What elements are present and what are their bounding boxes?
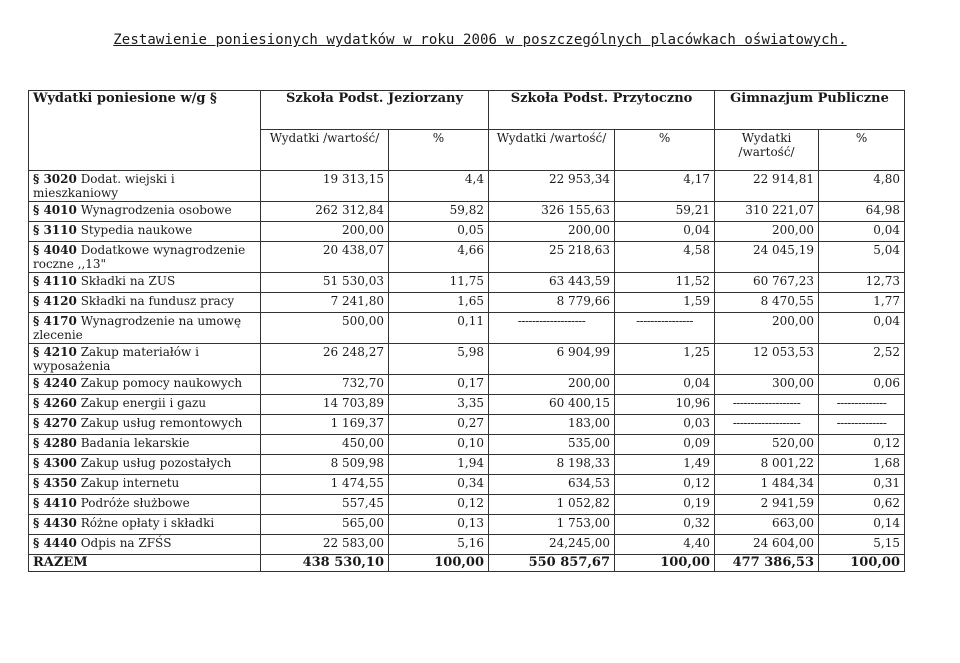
value-jeziorzany: 22 583,00	[261, 535, 389, 555]
value-przytoczno: 8 198,33	[489, 455, 615, 475]
expense-code: § 4260	[33, 396, 77, 410]
percent-przytoczno: 0,04	[615, 222, 715, 242]
table-row	[29, 435, 905, 455]
percent-header: %	[615, 130, 715, 171]
value-jeziorzany: 26 248,27	[261, 344, 389, 375]
percent-przytoczno: 4,40	[615, 535, 715, 555]
expense-code: § 4270	[33, 416, 77, 430]
expense-code: § 3020	[33, 172, 77, 186]
percent-gimnazjum: --------------	[819, 415, 905, 435]
percent-przytoczno: 0,03	[615, 415, 715, 435]
expense-name: Składki na ZUS	[80, 274, 176, 288]
expense-name: Dodatkowe wynagrodzenie roczne ,,13"	[33, 243, 246, 271]
table-row	[29, 415, 905, 435]
value-jeziorzany: 565,00	[261, 515, 389, 535]
expense-code: § 4110	[33, 274, 77, 288]
table-row	[29, 395, 905, 415]
value-jeziorzany: 1 474,55	[261, 475, 389, 495]
expense-label	[29, 475, 261, 495]
percent-jeziorzany: 0,12	[389, 495, 489, 515]
expense-label	[29, 202, 261, 222]
value-przytoczno: 1 753,00	[489, 515, 615, 535]
value-przytoczno: 1 052,82	[489, 495, 615, 515]
percent-jeziorzany: 5,98	[389, 344, 489, 375]
percent-jeziorzany: 0,17	[389, 375, 489, 395]
percent-header: %	[819, 130, 905, 171]
value-gimnazjum: 8 470,55	[715, 293, 819, 313]
table-row	[29, 495, 905, 515]
value-gimnazjum: 200,00	[715, 313, 819, 344]
percent-jeziorzany: 0,34	[389, 475, 489, 495]
expense-name: Zakup pomocy naukowych	[80, 376, 243, 390]
percent-przytoczno: 59,21	[615, 202, 715, 222]
percent-gimnazjum: 0,14	[819, 515, 905, 535]
percent-jeziorzany: 0,13	[389, 515, 489, 535]
percent-jeziorzany: 1,94	[389, 455, 489, 475]
percent-gimnazjum: 0,04	[819, 222, 905, 242]
value-gimnazjum: 24 604,00	[715, 535, 819, 555]
expense-label	[29, 242, 261, 273]
value-przytoczno: 535,00	[489, 435, 615, 455]
percent-gimnazjum: 4,80	[819, 171, 905, 202]
percent-header: %	[389, 130, 489, 171]
value-jeziorzany: 8 509,98	[261, 455, 389, 475]
total-label: RAZEM	[29, 555, 261, 572]
expense-name: Badania lekarskie	[80, 436, 190, 450]
percent-gimnazjum: 0,04	[819, 313, 905, 344]
value-gimnazjum: 12 053,53	[715, 344, 819, 375]
percent-przytoczno: ----------------	[615, 313, 715, 344]
value-przytoczno: 634,53	[489, 475, 615, 495]
table-row	[29, 171, 905, 202]
percent-przytoczno: 1,59	[615, 293, 715, 313]
value-gimnazjum: 310 221,07	[715, 202, 819, 222]
value-gimnazjum: 663,00	[715, 515, 819, 535]
total-value-gimnazjum: 477 386,53	[715, 555, 819, 572]
value-jeziorzany: 14 703,89	[261, 395, 389, 415]
value-przytoczno: 25 218,63	[489, 242, 615, 273]
table-row	[29, 222, 905, 242]
expense-label	[29, 313, 261, 344]
percent-przytoczno: 1,25	[615, 344, 715, 375]
expense-name: Wynagrodzenia osobowe	[80, 203, 232, 217]
value-jeziorzany: 200,00	[261, 222, 389, 242]
value-header: Wydatki /wartość/	[715, 130, 819, 171]
expense-name: Wynagrodzenie na umowę zlecenie	[33, 314, 242, 342]
percent-gimnazjum: 0,31	[819, 475, 905, 495]
percent-gimnazjum: 12,73	[819, 273, 905, 293]
value-gimnazjum: 1 484,34	[715, 475, 819, 495]
value-gimnazjum: 520,00	[715, 435, 819, 455]
percent-jeziorzany: 59,82	[389, 202, 489, 222]
percent-gimnazjum: 5,04	[819, 242, 905, 273]
school-header-gimnazjum: Gimnazjum Publiczne	[715, 91, 905, 130]
value-przytoczno: 200,00	[489, 375, 615, 395]
expense-code: § 4430	[33, 516, 77, 530]
percent-gimnazjum: 2,52	[819, 344, 905, 375]
percent-przytoczno: 0,19	[615, 495, 715, 515]
percent-jeziorzany: 0,11	[389, 313, 489, 344]
percent-gimnazjum: 0,62	[819, 495, 905, 515]
expense-label	[29, 435, 261, 455]
value-gimnazjum: 22 914,81	[715, 171, 819, 202]
value-przytoczno: 183,00	[489, 415, 615, 435]
table-row	[29, 475, 905, 495]
expense-category-header: Wydatki poniesione w/g §	[29, 91, 261, 171]
value-jeziorzany: 19 313,15	[261, 171, 389, 202]
value-przytoczno: 60 400,15	[489, 395, 615, 415]
expense-code: § 4210	[33, 345, 77, 359]
expense-code: § 4010	[33, 203, 77, 217]
table-row	[29, 344, 905, 375]
percent-przytoczno: 11,52	[615, 273, 715, 293]
percent-jeziorzany: 4,66	[389, 242, 489, 273]
expense-name: Zakup energii i gazu	[80, 396, 207, 410]
value-gimnazjum: -------------------	[715, 395, 819, 415]
table-row	[29, 313, 905, 344]
expense-name: Zakup materiałów i wyposażenia	[33, 345, 199, 373]
value-gimnazjum: 2 941,59	[715, 495, 819, 515]
percent-jeziorzany: 0,05	[389, 222, 489, 242]
value-jeziorzany: 1 169,37	[261, 415, 389, 435]
total-value-jeziorzany: 438 530,10	[261, 555, 389, 572]
expense-code: § 4120	[33, 294, 77, 308]
expense-name: Zakup usług remontowych	[80, 416, 243, 430]
value-gimnazjum: -------------------	[715, 415, 819, 435]
percent-gimnazjum: 64,98	[819, 202, 905, 222]
document-title: Zestawienie poniesionych wydatków w roku 2006 w poszczególnych placówkach oświatowych.	[113, 32, 847, 48]
expense-name: Dodat. wiejski i mieszkaniowy	[33, 172, 175, 200]
table-row	[29, 455, 905, 475]
value-jeziorzany: 20 438,07	[261, 242, 389, 273]
percent-przytoczno: 0,09	[615, 435, 715, 455]
table-row	[29, 515, 905, 535]
value-przytoczno: 326 155,63	[489, 202, 615, 222]
value-przytoczno: 63 443,59	[489, 273, 615, 293]
value-gimnazjum: 8 001,22	[715, 455, 819, 475]
school-header-przytoczno: Szkoła Podst. Przytoczno	[489, 91, 715, 130]
percent-przytoczno: 1,49	[615, 455, 715, 475]
expense-code: § 4410	[33, 496, 77, 510]
value-jeziorzany: 450,00	[261, 435, 389, 455]
value-przytoczno: 8 779,66	[489, 293, 615, 313]
header-row-schools	[29, 91, 905, 130]
school-header-jeziorzany: Szkoła Podst. Jeziorzany	[261, 91, 489, 130]
percent-przytoczno: 0,04	[615, 375, 715, 395]
percent-gimnazjum: 0,12	[819, 435, 905, 455]
expense-code: § 4040	[33, 243, 77, 257]
table-row	[29, 293, 905, 313]
total-value-przytoczno: 550 857,67	[489, 555, 615, 572]
percent-przytoczno: 10,96	[615, 395, 715, 415]
expense-name: Odpis na ZFŚS	[80, 536, 172, 550]
percent-gimnazjum: 1,77	[819, 293, 905, 313]
expense-label	[29, 293, 261, 313]
expense-code: § 3110	[33, 223, 77, 237]
expense-label	[29, 273, 261, 293]
percent-gimnazjum: 1,68	[819, 455, 905, 475]
value-jeziorzany: 732,70	[261, 375, 389, 395]
percent-przytoczno: 0,32	[615, 515, 715, 535]
expense-label	[29, 415, 261, 435]
expense-label	[29, 344, 261, 375]
total-percent-gimnazjum: 100,00	[819, 555, 905, 572]
expense-code: § 4440	[33, 536, 77, 550]
percent-przytoczno: 4,17	[615, 171, 715, 202]
percent-jeziorzany: 4,4	[389, 171, 489, 202]
value-przytoczno: 24,245,00	[489, 535, 615, 555]
expense-name: Zakup internetu	[80, 476, 180, 490]
percent-jeziorzany: 3,35	[389, 395, 489, 415]
value-gimnazjum: 60 767,23	[715, 273, 819, 293]
expense-label	[29, 395, 261, 415]
value-jeziorzany: 557,45	[261, 495, 389, 515]
total-percent-jeziorzany: 100,00	[389, 555, 489, 572]
expenses-table	[28, 90, 905, 572]
expense-label	[29, 171, 261, 202]
value-header: Wydatki /wartość/	[489, 130, 615, 171]
total-row	[29, 555, 905, 572]
table-row	[29, 202, 905, 222]
value-przytoczno: 22 953,34	[489, 171, 615, 202]
table-row	[29, 273, 905, 293]
expense-code: § 4350	[33, 476, 77, 490]
value-przytoczno: -------------------	[489, 313, 615, 344]
value-gimnazjum: 300,00	[715, 375, 819, 395]
value-gimnazjum: 24 045,19	[715, 242, 819, 273]
percent-gimnazjum: 0,06	[819, 375, 905, 395]
value-jeziorzany: 51 530,03	[261, 273, 389, 293]
percent-jeziorzany: 0,27	[389, 415, 489, 435]
expense-label	[29, 455, 261, 475]
percent-gimnazjum: --------------	[819, 395, 905, 415]
percent-gimnazjum: 5,15	[819, 535, 905, 555]
percent-jeziorzany: 0,10	[389, 435, 489, 455]
expense-name: Stypedia naukowe	[80, 223, 193, 237]
table-row	[29, 242, 905, 273]
expense-label	[29, 535, 261, 555]
value-header: Wydatki /wartość/	[261, 130, 389, 171]
expense-name: Zakup usług pozostałych	[80, 456, 232, 470]
value-przytoczno: 6 904,99	[489, 344, 615, 375]
expense-name: Składki na fundusz pracy	[80, 294, 235, 308]
table-row	[29, 535, 905, 555]
expense-code: § 4170	[33, 314, 77, 328]
expense-name: Różne opłaty i składki	[80, 516, 215, 530]
table-row	[29, 375, 905, 395]
value-jeziorzany: 500,00	[261, 313, 389, 344]
expense-code: § 4300	[33, 456, 77, 470]
percent-jeziorzany: 11,75	[389, 273, 489, 293]
table-body	[29, 171, 905, 555]
value-jeziorzany: 7 241,80	[261, 293, 389, 313]
percent-jeziorzany: 5,16	[389, 535, 489, 555]
expense-code: § 4280	[33, 436, 77, 450]
value-przytoczno: 200,00	[489, 222, 615, 242]
expense-label	[29, 515, 261, 535]
total-percent-przytoczno: 100,00	[615, 555, 715, 572]
percent-przytoczno: 0,12	[615, 475, 715, 495]
percent-jeziorzany: 1,65	[389, 293, 489, 313]
expense-label	[29, 495, 261, 515]
expense-name: Podróże służbowe	[80, 496, 190, 510]
expense-label	[29, 375, 261, 395]
value-gimnazjum: 200,00	[715, 222, 819, 242]
value-jeziorzany: 262 312,84	[261, 202, 389, 222]
expense-label	[29, 222, 261, 242]
expense-code: § 4240	[33, 376, 77, 390]
percent-przytoczno: 4,58	[615, 242, 715, 273]
